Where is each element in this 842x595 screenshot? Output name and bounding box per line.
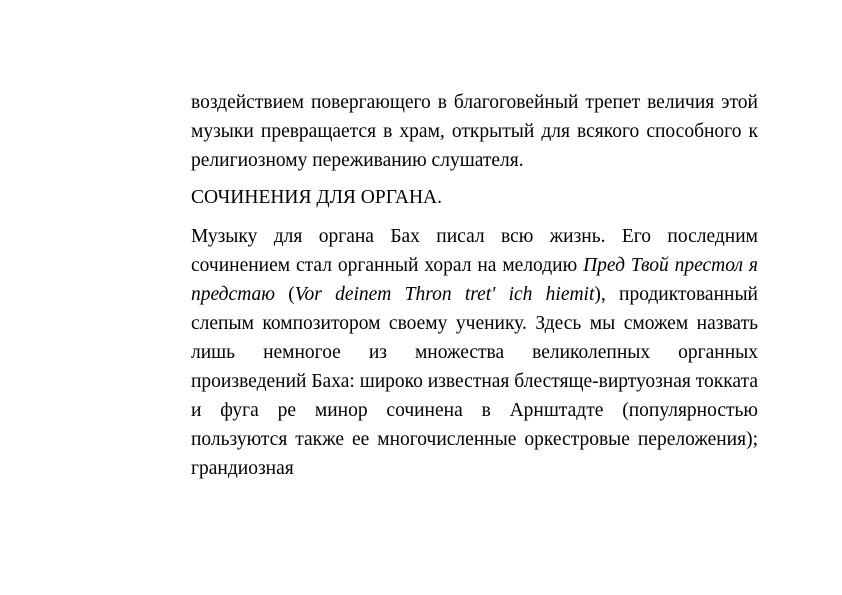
paragraph-organ-works [191, 222, 758, 483]
paragraph-intro: воздействием повергающего в благоговейный трепет величия этой музыки превращается в храм, открытый для всякого способного к религиозному переживанию слушателя. [191, 92, 758, 171]
section-heading: СОЧИНЕНИЯ ДЛЯ ОРГАНА. [191, 187, 443, 208]
document-body [191, 88, 758, 483]
paragraph-text-part1: Музыку для органа Бах писал всю жизнь. Его последним сочинением стал органный хорал на мелодию [191, 226, 758, 276]
paragraph-text-part2: ( [275, 284, 295, 305]
paragraph-text-part3: ), продиктованный слепым композитором своему ученику. Здесь мы сможем назвать лишь немногое из множества великолепных органных произведений Баха: широко известная блестяще-виртуозная токката и фуга ре минор сочинена в Арнштадте (популярностью пользуются также ее многочисленные оркестровые переложения); грандиозная [191, 284, 758, 479]
chorale-title-russian: Пред Твой престол я предстаю [191, 255, 758, 305]
chorale-title-german: Vor deinem Thron tret' ich hiemit [294, 284, 595, 305]
